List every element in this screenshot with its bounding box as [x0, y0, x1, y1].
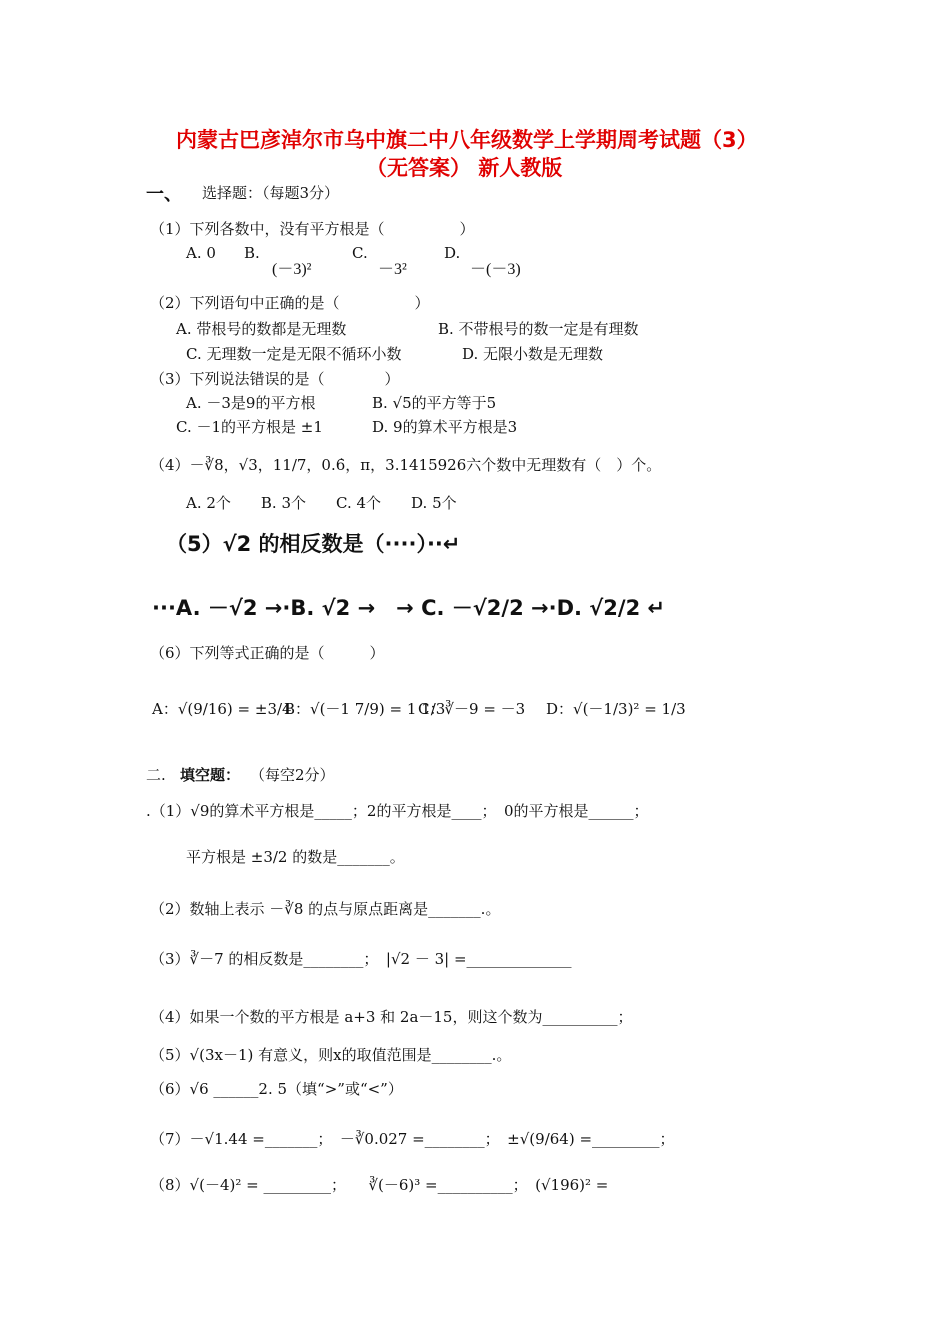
- section-two-label: 填空题：: [180, 766, 241, 784]
- f1-line2: 平方根是 ±3/2 的数是_______。: [186, 848, 405, 866]
- f4: （4）如果一个数的平方根是 a+3 和 2a－15，则这个数为__________；: [150, 1008, 633, 1026]
- page-title: 内蒙古巴彦淖尔市乌中旗二中八年级数学上学期周考试题（3）: [176, 128, 758, 152]
- section-two-number: 二.: [146, 766, 166, 784]
- f6: （6）√6 ______2. 5（填“>”或“<”）: [150, 1080, 403, 1098]
- f1-line1: .（1）√9的算术平方根是_____；2的平方根是____； 0的平方根是______；: [146, 802, 649, 820]
- q6-option-d: D：√(－1/3)² = 1/3: [546, 700, 686, 718]
- q1-option-c-expr: －3²: [378, 261, 407, 278]
- q4-stem: （4）－∛8，√3，11/7，0.6̇，π，3.1415926六个数中无理数有（ ）个。: [150, 456, 662, 474]
- q1-option-b: B.: [244, 244, 260, 262]
- q5-stem: （5）√2 的相反数是（····）··↵: [166, 532, 461, 556]
- q1-option-d-expr: －(－3): [470, 261, 521, 278]
- f3: （3）∛－7 的相反数是________； |√2 － 3| =______________: [150, 950, 572, 968]
- page-subtitle: （无答案） 新人教版: [366, 156, 563, 180]
- q1-option-b-expr: (－3)²: [272, 261, 312, 278]
- q1-stem: （1）下列各数中，没有平方根是（ ）: [150, 220, 475, 238]
- f2: （2）数轴上表示 －∛8 的点与原点距离是_______.。: [150, 900, 501, 918]
- f8: （8）√(－4)² = _________； ∛(－6)³ =__________； (√196)² =: [150, 1176, 609, 1194]
- q1-option-c: C.: [352, 244, 368, 262]
- q2-option-b: B. 不带根号的数一定是有理数: [438, 320, 639, 338]
- q2-stem: （2）下列语句中正确的是（ ）: [150, 294, 430, 312]
- section-one-label: 选择题：（每题3分）: [202, 184, 340, 202]
- q3-option-a: A. －3是9的平方根: [186, 394, 316, 412]
- q3-option-b: B. √5的平方等于5: [372, 394, 497, 412]
- f7: （7）－√1.44 =_______； －∛0.027 =________； ±√(9/64) =_________；: [150, 1130, 675, 1148]
- f5: （5）√(3x－1) 有意义，则x的取值范围是________.。: [150, 1046, 512, 1064]
- q3-stem: （3）下列说法错误的是（ ）: [150, 370, 400, 388]
- section-one-number: 一、: [146, 184, 182, 205]
- q2-option-d: D. 无限小数是无理数: [462, 345, 604, 363]
- q2-option-a: A. 带根号的数都是无理数: [176, 320, 347, 338]
- q6-option-a: A：√(9/16) = ±3/4: [152, 700, 292, 718]
- q2-option-c: C. 无理数一定是无限不循环小数: [186, 345, 402, 363]
- q1-option-d: D.: [444, 244, 461, 262]
- q3-option-d: D. 9的算术平方根是3: [372, 418, 518, 436]
- q4-options: A. 2个 B. 3个 C. 4个 D. 5个: [186, 494, 457, 512]
- q3-option-c: C. －1的平方根是 ±1: [176, 418, 323, 436]
- q6-stem: （6）下列等式正确的是（ ）: [150, 644, 385, 662]
- q6-option-c: C：∛－9 = －3: [418, 700, 526, 718]
- q6-option-b: B：√(－1 7/9) = 1 1/3: [284, 700, 446, 718]
- q1-option-a: A. 0: [186, 244, 216, 262]
- section-two-note: （每空2分）: [250, 766, 335, 784]
- q5-options: ···A. －√2 →·B. √2 → → C. －√2/2 →·D. √2/2 ↵: [152, 596, 666, 620]
